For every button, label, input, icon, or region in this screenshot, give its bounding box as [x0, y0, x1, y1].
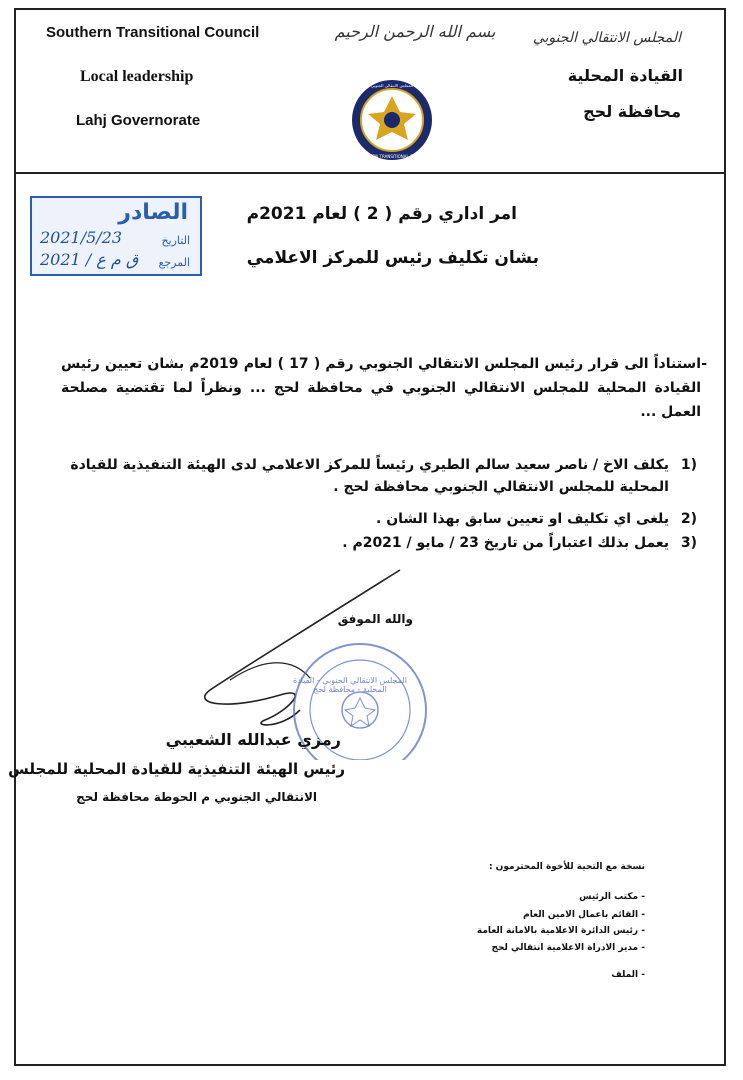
signatory-title-2: الانتقالي الجنوبي م الحوطة محافظة لحج [76, 790, 317, 804]
item-text: يلغى اي تكليف او تعيين سابق بهذا الشان . [376, 511, 669, 527]
order-title: امر اداري رقم ( 2 ) لعام 2021م [246, 204, 517, 224]
header-ar-governorate: محافظة لحج [583, 102, 681, 121]
intro-paragraph: استناداً الى قرار رئيس المجلس الانتقالي الجنوبي رقم ( 17 ) لعام 2019م بشان تعيين رئيس القيادة المحلية للمجلس الانتقالي الجنوبي في محافظة لحج ... ونظراً لما تقتضية مصلحة العمل ... [61, 356, 701, 420]
cc-item: - الملف [611, 970, 645, 980]
stamp-ref-value: ق م ع / 2021 [40, 250, 139, 269]
cc-item: - مدير الادراة الاعلامية انتقالي لحج [491, 943, 645, 953]
item-number: 1) [680, 457, 697, 473]
cc-item: - مكتب الرئيس [579, 892, 645, 902]
header-ar-leadership: القيادة المحلية [567, 66, 683, 85]
header-ar-council: المجلس الانتقالي الجنوبي [532, 30, 681, 46]
order-item-3 [59, 532, 697, 554]
council-logo [350, 78, 434, 162]
header-divider [14, 172, 726, 174]
header-en-leadership: Local leadership [80, 68, 194, 85]
header-en-governorate: Lahj Governorate [76, 112, 201, 129]
stamp-ref-label: المرجع [158, 256, 190, 269]
order-subject: بشان تكليف رئيس للمركز الاعلامي [246, 248, 539, 268]
logo-bottom-text: SOUTHERN TRANSITIONAL COUNCIL [355, 154, 429, 159]
cc-item: - رئيس الدائرة الاعلامية بالامانة العامة [476, 926, 645, 936]
seal-text: المجلس الانتقالي الجنوبي - القيادة المحلية - محافظة لحج [293, 676, 407, 694]
order-item-2 [59, 508, 697, 530]
stamp-date-label: التاريخ [161, 234, 190, 247]
signatory-title-1: رئيس الهيئة التنفيذية للقيادة المحلية للمجلس [8, 760, 345, 778]
order-item-1 [59, 454, 697, 498]
item-number: 2) [680, 511, 697, 527]
item-text: يعمل بذلك اعتباراً من تاريخ 23 / مايو / 2021م . [342, 535, 669, 551]
stamp-title: الصادر [118, 200, 188, 225]
header-en-council: Southern Transitional Council [46, 24, 260, 41]
signatory-name: رمزي عبدالله الشعيبي [165, 730, 341, 749]
closing-text: والله الموفق [337, 612, 413, 626]
outgoing-stamp [30, 196, 202, 276]
intro-dash: - [701, 356, 707, 372]
cc-heading: نسخة مع التحية للأخوة المحترمون : [488, 862, 645, 872]
basmala: بسم الله الرحمن الرحيم [334, 22, 496, 41]
stamp-date-value: 2021/5/23 [40, 228, 123, 247]
logo-ring-text: المجلس الانتقالي الجنوبي [370, 83, 414, 88]
item-number: 3) [680, 535, 697, 551]
cc-item: - القائم باعمال الامين العام [523, 910, 645, 920]
item-text: يكلف الاخ / ناصر سعيد سالم الطيري رئيساً للمركز الاعلامي لدى الهيئة التنفيذية للقيادة المحلية للمجلس الانتقالي الجنوبي محافظة لحج . [70, 457, 669, 495]
